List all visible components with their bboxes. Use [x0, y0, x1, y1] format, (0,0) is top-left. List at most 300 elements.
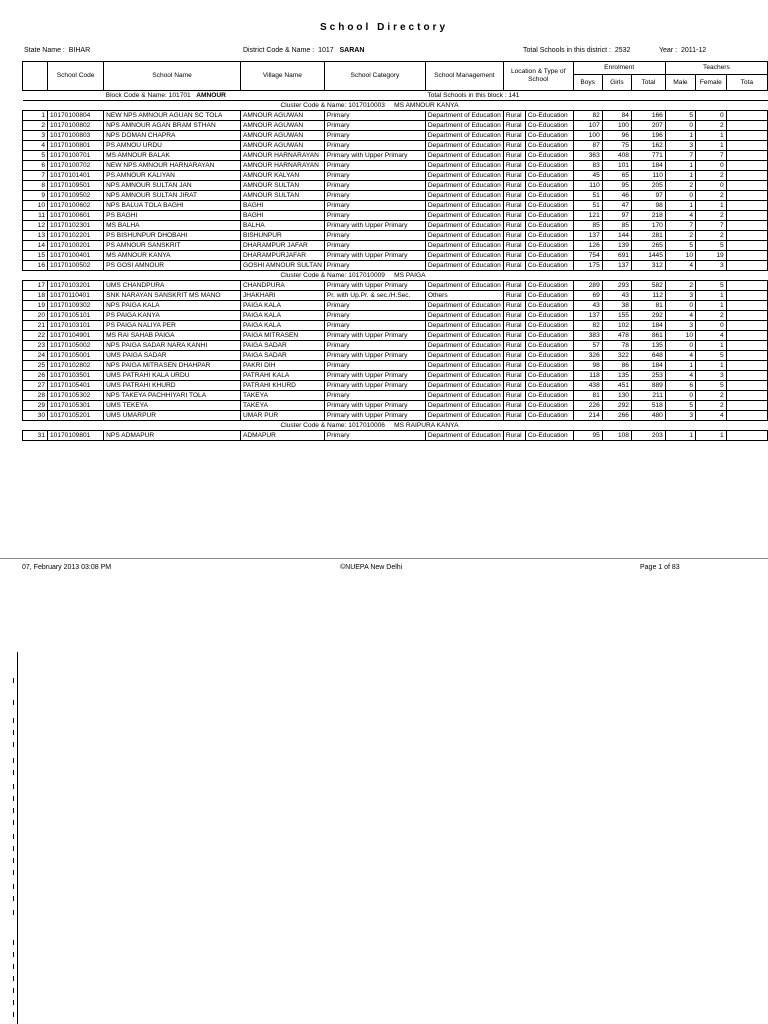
- margin-tick: [13, 742, 17, 747]
- location-cell: Rural: [503, 331, 525, 341]
- col-school-code: School Code: [48, 62, 104, 91]
- male-cell: 4: [665, 351, 695, 361]
- female-cell: 2: [696, 231, 727, 241]
- boys-cell: 98: [573, 361, 602, 371]
- table-row: [23, 181, 768, 191]
- girls-cell: 130: [602, 391, 631, 401]
- teachers-total-cell: [726, 151, 767, 161]
- school-code-cell: 10170100802: [48, 121, 104, 131]
- teachers-total-cell: [726, 431, 767, 441]
- margin-tick: [13, 700, 17, 705]
- col-village-name: Village Name: [240, 62, 324, 91]
- village-cell: TAKEYA: [240, 391, 324, 401]
- location-cell: Rural: [503, 181, 525, 191]
- female-cell: 2: [696, 191, 727, 201]
- location-cell: Rural: [503, 161, 525, 171]
- boys-cell: 438: [573, 381, 602, 391]
- girls-cell: 451: [602, 381, 631, 391]
- footer-rule: [0, 558, 768, 559]
- female-cell: 1: [696, 431, 727, 441]
- block-code: 101701: [168, 92, 191, 99]
- school-name-cell: NPS PAIGA MITRASEN DHAHPAR: [104, 361, 241, 371]
- girls-cell: 65: [602, 171, 631, 181]
- school-code-cell: 10170103101: [48, 321, 104, 331]
- management-cell: Department of Education: [425, 381, 503, 391]
- male-cell: 3: [665, 411, 695, 421]
- teachers-total-cell: [726, 281, 767, 291]
- margin-tick: [13, 784, 17, 789]
- boys-cell: 214: [573, 411, 602, 421]
- serial-cell: 18: [23, 291, 48, 301]
- col-female: Female: [696, 75, 727, 91]
- girls-cell: 144: [602, 231, 631, 241]
- school-code-cell: 10170102201: [48, 231, 104, 241]
- female-cell: 1: [696, 301, 727, 311]
- management-cell: Department of Education: [425, 121, 503, 131]
- school-name-cell: NPS DOMAN CHAPRA: [104, 131, 241, 141]
- margin-tick: [13, 870, 17, 875]
- management-cell: Department of Education: [425, 351, 503, 361]
- category-cell: Primary with Upper Primary: [324, 381, 425, 391]
- school-name-cell: UMS TEKEYA: [104, 401, 241, 411]
- school-code-cell: 10170110401: [48, 291, 104, 301]
- boys-cell: 226: [573, 401, 602, 411]
- serial-cell: 12: [23, 221, 48, 231]
- category-cell: Primary: [324, 231, 425, 241]
- margin-tick: [13, 718, 17, 723]
- category-cell: Primary: [324, 391, 425, 401]
- girls-cell: 139: [602, 241, 631, 251]
- school-code-cell: 10170100701: [48, 151, 104, 161]
- serial-cell: 3: [23, 131, 48, 141]
- management-cell: Department of Education: [425, 221, 503, 231]
- boys-cell: 82: [573, 321, 602, 331]
- table-row: [23, 431, 768, 441]
- female-cell: 5: [696, 381, 727, 391]
- table-row: [23, 401, 768, 411]
- total-cell: 97: [631, 191, 665, 201]
- table-row: [23, 201, 768, 211]
- school-directory-table: [22, 61, 768, 441]
- serial-cell: 31: [23, 431, 48, 441]
- teachers-total-cell: [726, 211, 767, 221]
- cluster-label: Cluster Code & Name:: [280, 272, 347, 279]
- female-cell: 2: [696, 311, 727, 321]
- school-name-cell: PS AMNOUR KALIYAN: [104, 171, 241, 181]
- boys-cell: 57: [573, 341, 602, 351]
- female-cell: 1: [696, 131, 727, 141]
- school-type-cell: Co-Education: [525, 401, 573, 411]
- school-code-cell: 10170100702: [48, 161, 104, 171]
- girls-cell: 322: [602, 351, 631, 361]
- block-total-value: 141: [508, 92, 520, 99]
- category-cell: Primary: [324, 141, 425, 151]
- total-cell: 135: [631, 341, 665, 351]
- male-cell: 6: [665, 381, 695, 391]
- school-type-cell: Co-Education: [525, 321, 573, 331]
- male-cell: 1: [665, 171, 695, 181]
- teachers-total-cell: [726, 131, 767, 141]
- village-cell: AMNOUR AGUWAN: [240, 141, 324, 151]
- total-cell: 292: [631, 311, 665, 321]
- category-cell: Primary: [324, 431, 425, 441]
- serial-cell: 1: [23, 111, 48, 121]
- location-cell: Rural: [503, 301, 525, 311]
- teachers-total-cell: [726, 391, 767, 401]
- boys-cell: 69: [573, 291, 602, 301]
- cluster-row: [23, 101, 768, 111]
- school-name-cell: PS BAGHI: [104, 211, 241, 221]
- male-cell: 1: [665, 131, 695, 141]
- school-code-cell: 10170102301: [48, 221, 104, 231]
- table-header: [23, 62, 768, 91]
- block-spacer: [23, 91, 104, 101]
- village-cell: PAIGA KALA: [240, 311, 324, 321]
- village-cell: PATRAHI KHURD: [240, 381, 324, 391]
- total-cell: 648: [631, 351, 665, 361]
- female-cell: 3: [696, 261, 727, 271]
- serial-cell: 11: [23, 211, 48, 221]
- school-type-cell: Co-Education: [525, 131, 573, 141]
- male-cell: 0: [665, 391, 695, 401]
- boys-cell: 43: [573, 301, 602, 311]
- school-name-cell: UMS PAIGA SADAR: [104, 351, 241, 361]
- location-cell: Rural: [503, 151, 525, 161]
- serial-cell: 10: [23, 201, 48, 211]
- girls-cell: 293: [602, 281, 631, 291]
- serial-cell: 25: [23, 361, 48, 371]
- table-row: [23, 351, 768, 361]
- location-cell: Rural: [503, 221, 525, 231]
- cluster-code: 1017010006: [348, 422, 385, 429]
- table-row: [23, 311, 768, 321]
- village-cell: DHARAMPUR JAFAR: [240, 241, 324, 251]
- male-cell: 2: [665, 181, 695, 191]
- category-cell: Primary: [324, 111, 425, 121]
- serial-cell: 23: [23, 341, 48, 351]
- location-cell: Rural: [503, 231, 525, 241]
- total-cell: 1445: [631, 251, 665, 261]
- total-cell: 207: [631, 121, 665, 131]
- serial-cell: 26: [23, 371, 48, 381]
- col-total: Total: [631, 75, 665, 91]
- location-cell: Rural: [503, 211, 525, 221]
- cluster-label: Cluster Code & Name:: [280, 102, 347, 109]
- table-row: [23, 261, 768, 271]
- female-cell: 5: [696, 351, 727, 361]
- table-row: [23, 221, 768, 231]
- footer-page: Page 1 of 83: [640, 564, 680, 571]
- girls-cell: 75: [602, 141, 631, 151]
- school-code-cell: 10170100201: [48, 241, 104, 251]
- school-code-cell: 10170105301: [48, 401, 104, 411]
- location-cell: Rural: [503, 411, 525, 421]
- school-type-cell: Co-Education: [525, 411, 573, 421]
- category-cell: Primary: [324, 311, 425, 321]
- boys-cell: 289: [573, 281, 602, 291]
- table-row: [23, 251, 768, 261]
- teachers-total-cell: [726, 381, 767, 391]
- school-name-cell: PS BISHUNPUR DHOBAHI: [104, 231, 241, 241]
- village-cell: AMNOUR KALYAN: [240, 171, 324, 181]
- boys-cell: 107: [573, 121, 602, 131]
- management-cell: Department of Education: [425, 431, 503, 441]
- male-cell: 0: [665, 121, 695, 131]
- cluster-name: MS PAIGA: [394, 272, 426, 279]
- serial-cell: 8: [23, 181, 48, 191]
- school-code-cell: 10170105201: [48, 411, 104, 421]
- male-cell: 5: [665, 401, 695, 411]
- year-info: [659, 47, 706, 54]
- table-row: [23, 191, 768, 201]
- serial-cell: 5: [23, 151, 48, 161]
- teachers-total-cell: [726, 401, 767, 411]
- school-type-cell: Co-Education: [525, 151, 573, 161]
- school-name-cell: PS AMNOUR SANSKRIT: [104, 241, 241, 251]
- location-cell: Rural: [503, 201, 525, 211]
- location-cell: Rural: [503, 261, 525, 271]
- management-cell: Department of Education: [425, 191, 503, 201]
- margin-tick: [13, 884, 17, 889]
- margin-tick: [13, 940, 17, 945]
- category-cell: Primary: [324, 211, 425, 221]
- management-cell: Department of Education: [425, 131, 503, 141]
- total-cell: 170: [631, 221, 665, 231]
- category-cell: Primary: [324, 181, 425, 191]
- total-cell: 184: [631, 161, 665, 171]
- district-total-value: 2532: [614, 47, 631, 54]
- school-code-cell: 10170101401: [48, 171, 104, 181]
- boys-cell: 754: [573, 251, 602, 261]
- school-type-cell: Co-Education: [525, 311, 573, 321]
- district-name: SARAN: [339, 47, 365, 54]
- col-teachers: Teachers: [665, 62, 767, 75]
- table-row: [23, 111, 768, 121]
- girls-cell: 84: [602, 111, 631, 121]
- female-cell: 5: [696, 281, 727, 291]
- total-cell: 861: [631, 331, 665, 341]
- location-cell: Rural: [503, 371, 525, 381]
- school-type-cell: Co-Education: [525, 351, 573, 361]
- teachers-total-cell: [726, 371, 767, 381]
- management-cell: Department of Education: [425, 401, 503, 411]
- total-cell: 205: [631, 181, 665, 191]
- serial-cell: 30: [23, 411, 48, 421]
- girls-cell: 408: [602, 151, 631, 161]
- serial-cell: 9: [23, 191, 48, 201]
- category-cell: Primary: [324, 361, 425, 371]
- school-type-cell: Co-Education: [525, 221, 573, 231]
- school-type-cell: Co-Education: [525, 241, 573, 251]
- total-cell: 218: [631, 211, 665, 221]
- block-label: Block Code & Name:: [105, 92, 167, 99]
- margin-tick: [13, 808, 17, 813]
- female-cell: 2: [696, 171, 727, 181]
- male-cell: 10: [665, 331, 695, 341]
- margin-tick: [13, 758, 17, 763]
- table-row: [23, 281, 768, 291]
- management-cell: Department of Education: [425, 161, 503, 171]
- year-value: 2011-12: [680, 47, 707, 54]
- boys-cell: 175: [573, 261, 602, 271]
- margin-tick: [13, 820, 17, 825]
- school-name-cell: PS PAIGA NALIYA PER: [104, 321, 241, 331]
- school-type-cell: Co-Education: [525, 391, 573, 401]
- cluster-info: [240, 101, 767, 111]
- girls-cell: 100: [602, 121, 631, 131]
- teachers-total-cell: [726, 351, 767, 361]
- school-type-cell: Co-Education: [525, 181, 573, 191]
- school-code-cell: 10170105302: [48, 391, 104, 401]
- location-cell: Rural: [503, 341, 525, 351]
- total-cell: 889: [631, 381, 665, 391]
- cluster-label: Cluster Code & Name:: [280, 422, 347, 429]
- margin-tick: [13, 988, 17, 993]
- male-cell: 0: [665, 191, 695, 201]
- school-name-cell: NPS PAIGA SADAR NARA KANHI: [104, 341, 241, 351]
- management-cell: Department of Education: [425, 281, 503, 291]
- location-cell: Rural: [503, 131, 525, 141]
- school-code-cell: 10170100502: [48, 261, 104, 271]
- management-cell: Department of Education: [425, 311, 503, 321]
- district-total-info: [523, 47, 630, 54]
- location-cell: Rural: [503, 141, 525, 151]
- location-cell: Rural: [503, 401, 525, 411]
- male-cell: 5: [665, 241, 695, 251]
- girls-cell: 97: [602, 211, 631, 221]
- col-location-type: Location & Type of School: [503, 62, 573, 91]
- margin-line: [17, 652, 18, 1024]
- school-type-cell: Co-Education: [525, 291, 573, 301]
- serial-cell: 17: [23, 281, 48, 291]
- school-name-cell: PS PAIGA KANYA: [104, 311, 241, 321]
- cluster-info: [240, 271, 767, 281]
- total-cell: 582: [631, 281, 665, 291]
- male-cell: 3: [665, 321, 695, 331]
- boys-cell: 85: [573, 221, 602, 231]
- category-cell: Primary: [324, 341, 425, 351]
- school-name-cell: NEW NPS AMNOUR HARNARAYAN: [104, 161, 241, 171]
- school-type-cell: Co-Education: [525, 341, 573, 351]
- girls-cell: 85: [602, 221, 631, 231]
- male-cell: 1: [665, 431, 695, 441]
- serial-cell: 14: [23, 241, 48, 251]
- boys-cell: 137: [573, 311, 602, 321]
- girls-cell: 47: [602, 201, 631, 211]
- table-row: [23, 321, 768, 331]
- school-name-cell: PS AMNOU URDU: [104, 141, 241, 151]
- village-cell: AMNOUR AGUWAN: [240, 111, 324, 121]
- management-cell: Department of Education: [425, 171, 503, 181]
- school-name-cell: NPS AMNOUR SULTAN JAN: [104, 181, 241, 191]
- school-name-cell: MS RAI SAHAB PAIGA: [104, 331, 241, 341]
- village-cell: PAIGA SADAR: [240, 351, 324, 361]
- teachers-total-cell: [726, 111, 767, 121]
- teachers-total-cell: [726, 161, 767, 171]
- table-row: [23, 391, 768, 401]
- village-cell: AMNOUR SULTAN: [240, 191, 324, 201]
- school-type-cell: Co-Education: [525, 371, 573, 381]
- girls-cell: 38: [602, 301, 631, 311]
- cluster-code: 1017010009: [348, 272, 385, 279]
- male-cell: 5: [665, 111, 695, 121]
- male-cell: 4: [665, 211, 695, 221]
- village-cell: AMNOUR AGUWAN: [240, 131, 324, 141]
- school-type-cell: Co-Education: [525, 431, 573, 441]
- male-cell: 0: [665, 341, 695, 351]
- margin-tick: [13, 910, 17, 915]
- boys-cell: 81: [573, 391, 602, 401]
- teachers-total-cell: [726, 141, 767, 151]
- school-name-cell: UMS PATRAHI KALA URDU: [104, 371, 241, 381]
- school-name-cell: NPS PAIGA KALA: [104, 301, 241, 311]
- cluster-spacer: [23, 271, 241, 281]
- village-cell: GOSHI AMNOUR SULTAN: [240, 261, 324, 271]
- teachers-total-cell: [726, 191, 767, 201]
- village-cell: PAIGA KALA: [240, 321, 324, 331]
- cluster-spacer: [23, 101, 241, 111]
- school-type-cell: Co-Education: [525, 261, 573, 271]
- boys-cell: 51: [573, 191, 602, 201]
- female-cell: 1: [696, 141, 727, 151]
- location-cell: Rural: [503, 431, 525, 441]
- female-cell: 4: [696, 331, 727, 341]
- female-cell: 1: [696, 291, 727, 301]
- boys-cell: 383: [573, 331, 602, 341]
- serial-cell: 27: [23, 381, 48, 391]
- district-total-label: Total Schools in this district :: [523, 47, 611, 54]
- page-title: School Directory: [319, 22, 449, 33]
- boys-cell: 45: [573, 171, 602, 181]
- girls-cell: 478: [602, 331, 631, 341]
- total-cell: 98: [631, 201, 665, 211]
- school-name-cell: UMS CHANDPURA: [104, 281, 241, 291]
- male-cell: 2: [665, 231, 695, 241]
- female-cell: 0: [696, 181, 727, 191]
- girls-cell: 43: [602, 291, 631, 301]
- village-cell: PAIGA MITRASEN: [240, 331, 324, 341]
- serial-cell: 19: [23, 301, 48, 311]
- school-name-cell: MS AMNOUR BALAK: [104, 151, 241, 161]
- school-type-cell: Co-Education: [525, 251, 573, 261]
- district-info: [243, 47, 364, 54]
- cluster-row: [23, 271, 768, 281]
- male-cell: 10: [665, 251, 695, 261]
- location-cell: Rural: [503, 351, 525, 361]
- male-cell: 3: [665, 291, 695, 301]
- school-type-cell: Co-Education: [525, 141, 573, 151]
- female-cell: 3: [696, 371, 727, 381]
- margin-tick: [13, 1000, 17, 1005]
- management-cell: Department of Education: [425, 331, 503, 341]
- girls-cell: 46: [602, 191, 631, 201]
- village-cell: BAGHI: [240, 211, 324, 221]
- management-cell: Department of Education: [425, 371, 503, 381]
- female-cell: 0: [696, 111, 727, 121]
- female-cell: 4: [696, 411, 727, 421]
- village-cell: ADMAPUR: [240, 431, 324, 441]
- table-row: [23, 381, 768, 391]
- boys-cell: 126: [573, 241, 602, 251]
- male-cell: 1: [665, 201, 695, 211]
- management-cell: Department of Education: [425, 321, 503, 331]
- col-boys: Boys: [573, 75, 602, 91]
- school-name-cell: NEW NPS AMNOUR AGUAN SC TOLA: [104, 111, 241, 121]
- margin-tick: [13, 896, 17, 901]
- total-cell: 184: [631, 321, 665, 331]
- location-cell: Rural: [503, 111, 525, 121]
- girls-cell: 292: [602, 401, 631, 411]
